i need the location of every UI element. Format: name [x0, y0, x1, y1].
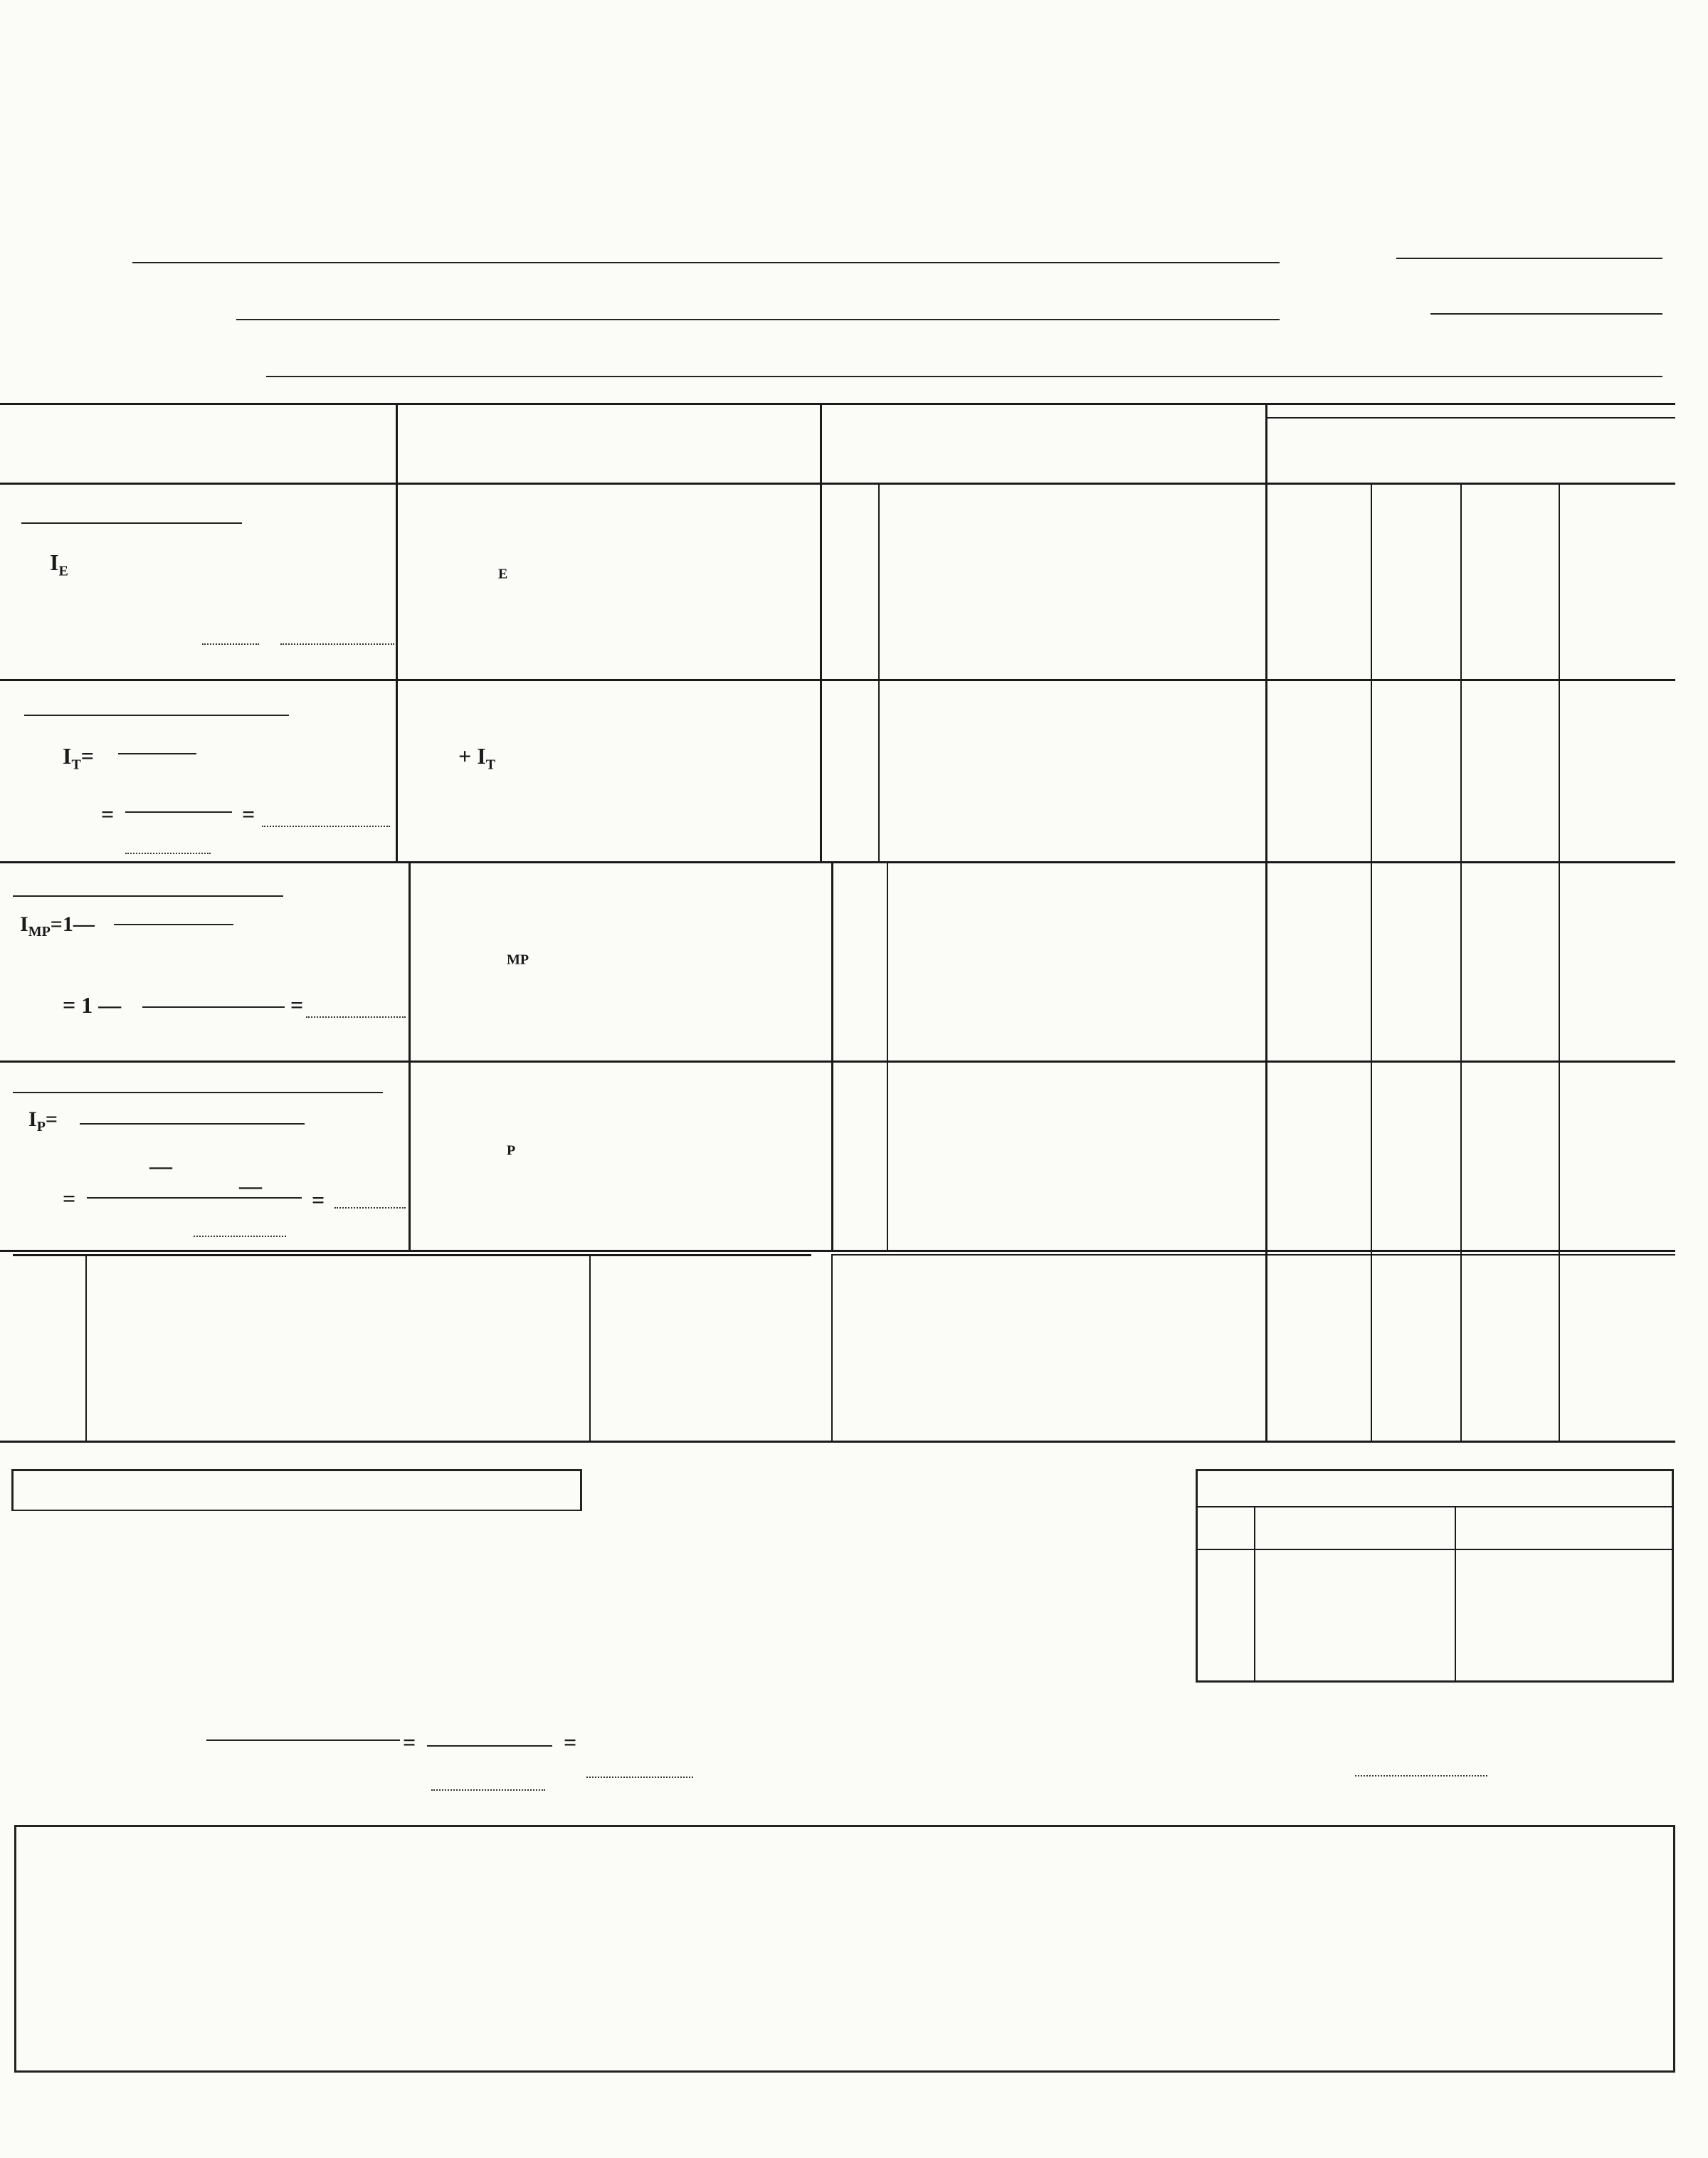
transmission-formula: + $I_T$	[458, 743, 496, 773]
estimated-premium-table	[1196, 1469, 1674, 1683]
section-elevators	[21, 493, 38, 519]
section-machine	[13, 868, 24, 895]
policy-no-field[interactable]	[1430, 313, 1662, 315]
employees-table	[11, 1469, 582, 1511]
elevators-formula: E	[498, 566, 508, 582]
machine-formula: MP	[507, 952, 529, 968]
experience-mod-field[interactable]	[1355, 1775, 1487, 1777]
classification-table	[14, 1825, 1675, 2073]
section-transmission	[24, 688, 51, 712]
elevators-index-formula: $I_E$	[50, 549, 68, 579]
file-no-field[interactable]	[1396, 258, 1662, 259]
operation-formula: P	[507, 1142, 516, 1159]
